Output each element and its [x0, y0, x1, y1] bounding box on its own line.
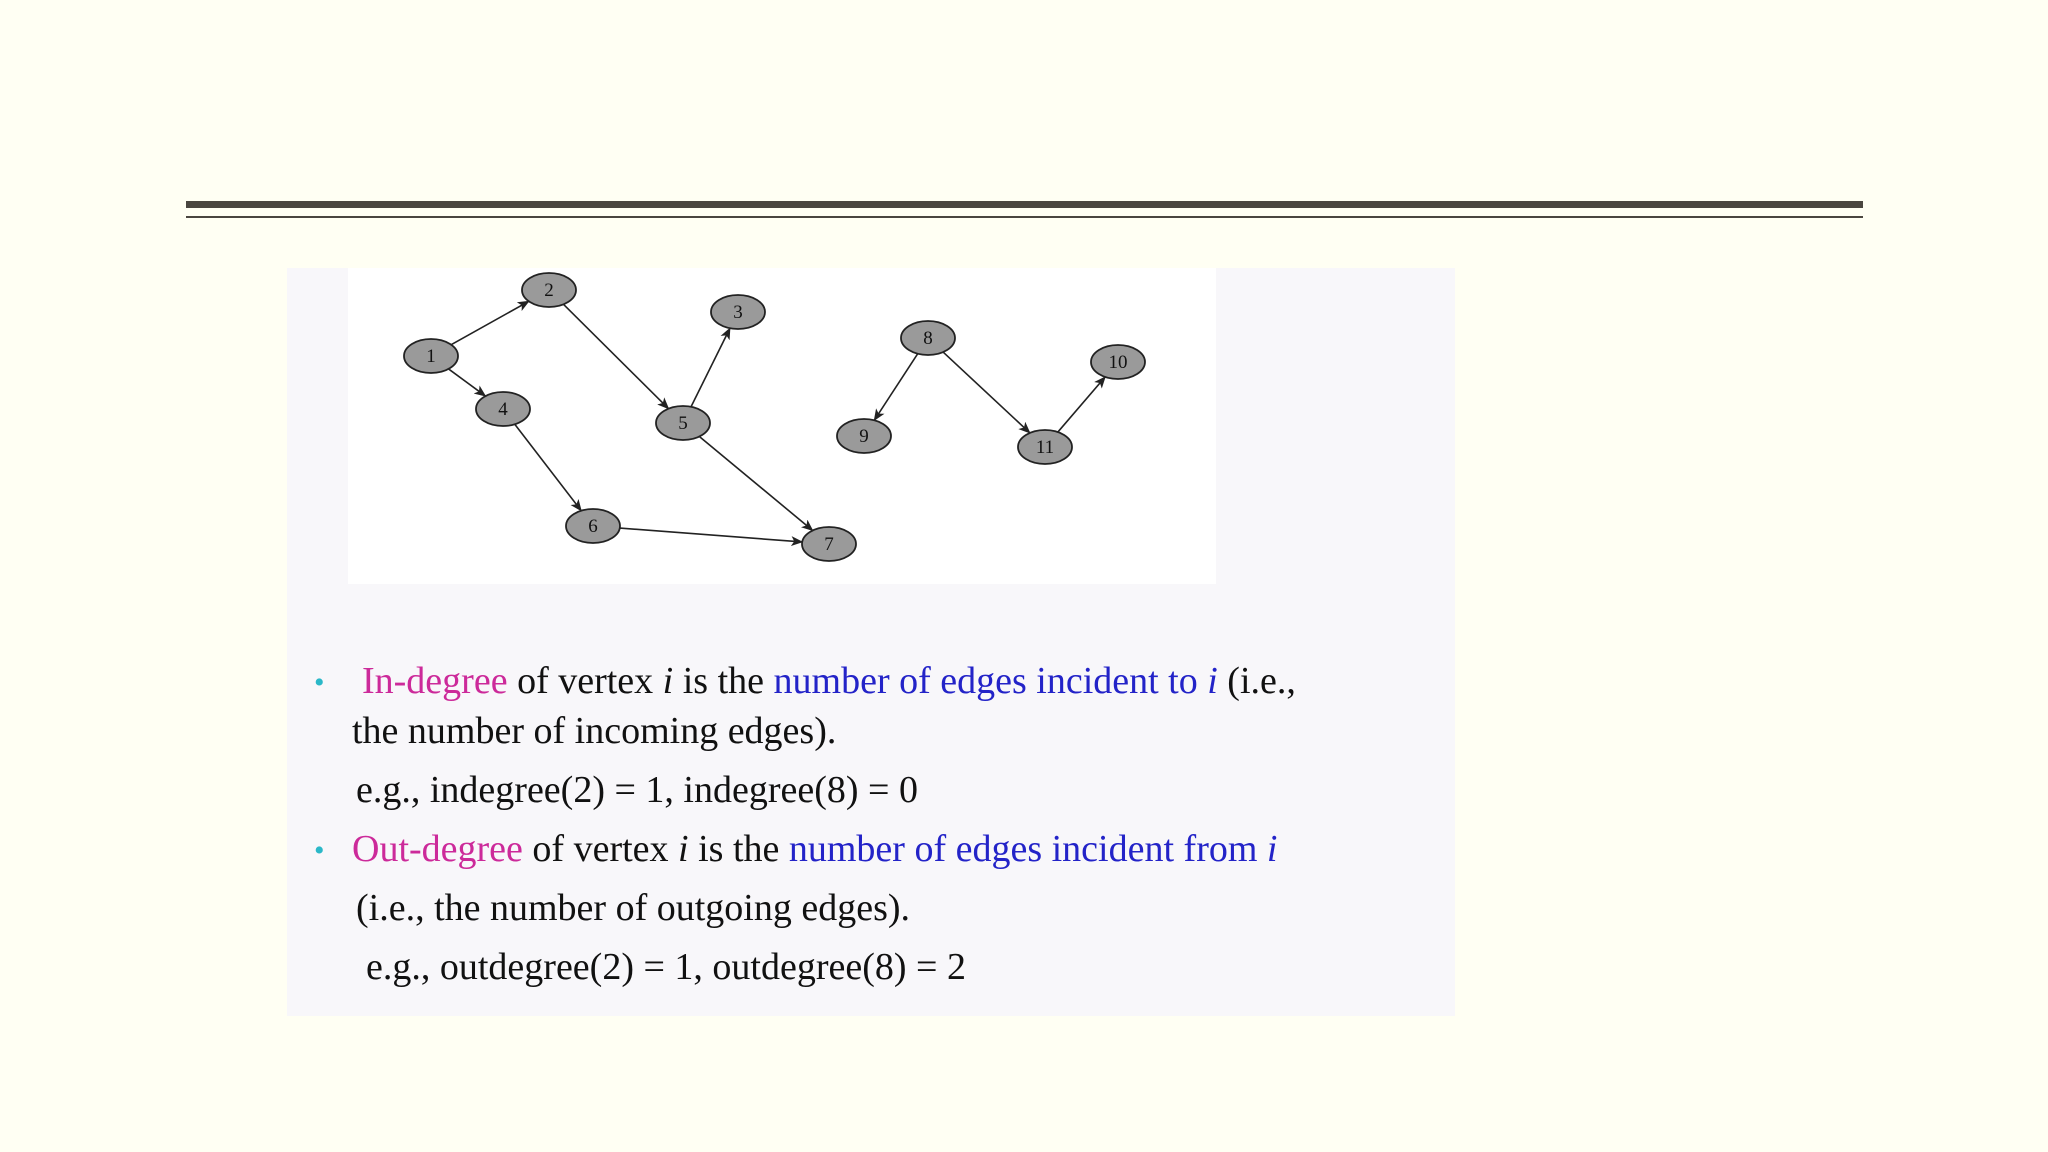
edge-8-to-11 — [943, 352, 1030, 433]
node-7 — [802, 527, 856, 561]
node-6 — [566, 509, 620, 543]
edge-2-to-5 — [563, 304, 668, 408]
node-4-label: 4 — [498, 399, 508, 420]
outdegree-example: e.g., outdegree(2) = 1, outdegree(8) = 2 — [366, 946, 966, 988]
edge-1-to-2 — [451, 301, 529, 344]
outdegree-highlight-var: i — [1266, 828, 1278, 870]
node-8-label: 8 — [923, 328, 933, 349]
outdegree-is-the: is the — [688, 828, 789, 870]
node-1 — [404, 339, 458, 373]
indegree-term: In-degree — [362, 660, 508, 702]
outdegree-definition-line2: (i.e., the number of outgoing edges). — [356, 887, 911, 929]
node-10 — [1091, 345, 1145, 379]
outdegree-var: i — [678, 828, 689, 870]
indegree-definition-line2: the number of incoming edges). — [352, 710, 837, 752]
node-3 — [711, 295, 765, 329]
indegree-var: i — [662, 660, 674, 702]
outdegree-of-vertex: of vertex — [522, 828, 679, 870]
node-6-label: 6 — [588, 516, 598, 537]
indegree-example: e.g., indegree(2) = 1, indegree(8) = 0 — [356, 769, 918, 811]
indegree-of-vertex: of vertex — [507, 660, 663, 702]
node-4 — [476, 392, 530, 426]
indegree-highlight: number of edges incident to — [773, 660, 1208, 702]
outdegree-definition-line1 — [352, 830, 1277, 868]
node-8 — [901, 321, 955, 355]
node-2-label: 2 — [544, 280, 554, 301]
indegree-definition-line1 — [362, 662, 1296, 700]
node-9-label: 9 — [859, 426, 869, 447]
node-9 — [837, 419, 891, 453]
bullet-marker-indegree: • — [314, 666, 325, 699]
edge-1-to-4 — [449, 369, 486, 396]
outdegree-term: Out-degree — [352, 828, 523, 870]
node-3-label: 3 — [733, 302, 743, 323]
node-1-label: 1 — [426, 346, 436, 367]
node-5-label: 5 — [678, 413, 688, 434]
node-5 — [656, 406, 710, 440]
node-2 — [522, 273, 576, 307]
indegree-tail: (i.e., — [1217, 660, 1296, 702]
node-7-label: 7 — [824, 534, 834, 555]
edge-4-to-6 — [515, 424, 581, 510]
edge-11-to-10 — [1058, 377, 1105, 432]
node-11 — [1018, 430, 1072, 464]
indegree-highlight-var: i — [1207, 660, 1218, 702]
edge-6-to-7 — [620, 528, 802, 542]
edge-5-to-7 — [699, 437, 812, 531]
node-10-label: 10 — [1108, 352, 1128, 373]
node-11-label: 11 — [1035, 437, 1055, 458]
edge-5-to-3 — [691, 328, 730, 407]
edge-8-to-9 — [874, 354, 917, 421]
outdegree-highlight: number of edges incident from — [788, 828, 1267, 870]
bullet-marker-outdegree: • — [314, 834, 325, 867]
indegree-is-the: is the — [673, 660, 774, 702]
